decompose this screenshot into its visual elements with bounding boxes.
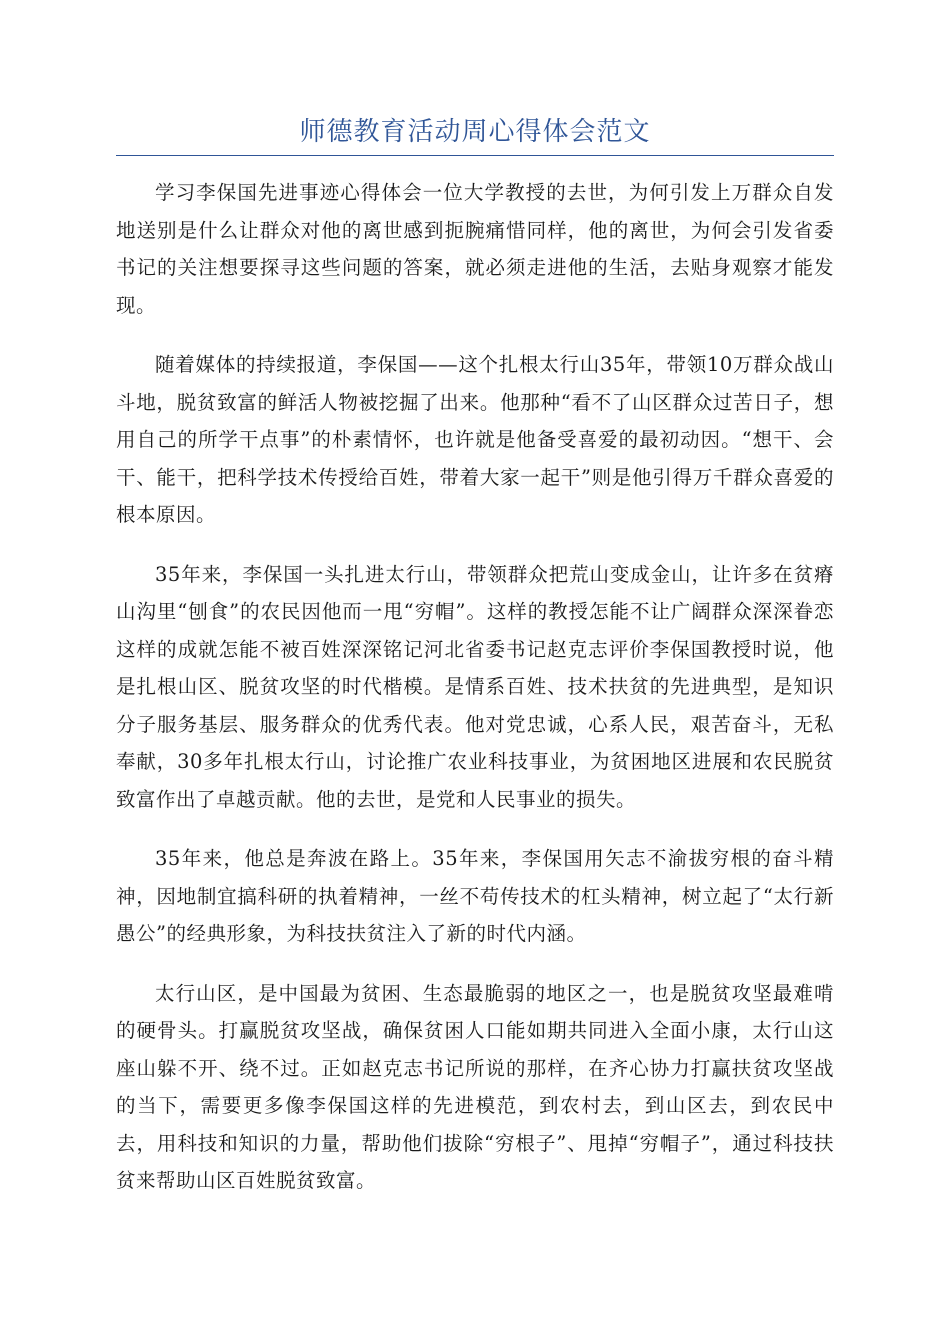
paragraph-5: 太行山区，是中国最为贫困、生态最脆弱的地区之一，也是脱贫攻坚最难啃的硬骨头。打赢脱贫攻坚战，确保贫困人口能如期共同进入全面小康，太行山这座山躲不开、绕不过。正如赵克志书记所说的那样，在齐心协力打赢扶贫攻坚战的当下，需要更多像李保国这样的先进模范，到农村去，到山区去，到农民中去，用科技和知识的力量，帮助他们拔除“穷根子”、甩掉“穷帽子”，通过科技扶贫来帮助山区百姓脱贫致富。	[116, 981, 834, 1192]
paragraph-2: 随着媒体的持续报道，李保国——这个扎根太行山35年，带领10万群众战山斗地，脱贫致富的鲜活人物被挖掘了出来。他那种“看不了山区群众过苦日子，想用自己的所学干点事”的朴素情怀，也许就是他备受喜爱的最初动因。“想干、会干、能干，把科学技术传授给百姓，带着大家一起干”则是他引得万千群众喜爱的根本原因。	[116, 353, 834, 526]
document-body	[116, 174, 834, 1222]
page-title: 师德教育活动周心得体会范文	[299, 117, 651, 147]
title-underline	[116, 155, 834, 156]
paragraph-4: 35年来，他总是奔波在路上。35年来，李保国用矢志不渝拔穷根的奋斗精神，因地制宜搞科研的执着精神，一丝不苟传技术的杠头精神，树立起了“太行新愚公”的经典形象，为科技扶贫注入了新的时代内涵。	[116, 847, 834, 945]
paragraph-1: 学习李保国先进事迹心得体会一位大学教授的去世，为何引发上万群众自发地送别是什么让群众对他的离世感到扼腕痛惜同样，他的离世，为何会引发省委书记的关注想要探寻这些问题的答案，就必须走进他的生活，去贴身观察才能发现。	[116, 181, 834, 317]
paragraph-3: 35年来，李保国一头扎进太行山，带领群众把荒山变成金山，让许多在贫瘠山沟里“刨食”的农民因他而一甩“穷帽”。这样的教授怎能不让广阔群众深深眷恋这样的成就怎能不被百姓深深铭记河北省委书记赵克志评价李保国教授时说，他是扎根山区、脱贫攻坚的时代楷模。是情系百姓、技术扶贫的先进典型，是知识分子服务基层、服务群众的优秀代表。他对党忠诚，心系人民，艰苦奋斗，无私奉献，30多年扎根太行山，讨论推广农业科技事业，为贫困地区进展和农民脱贫致富作出了卓越贡献。他的去世，是党和人民事业的损失。	[116, 562, 834, 811]
